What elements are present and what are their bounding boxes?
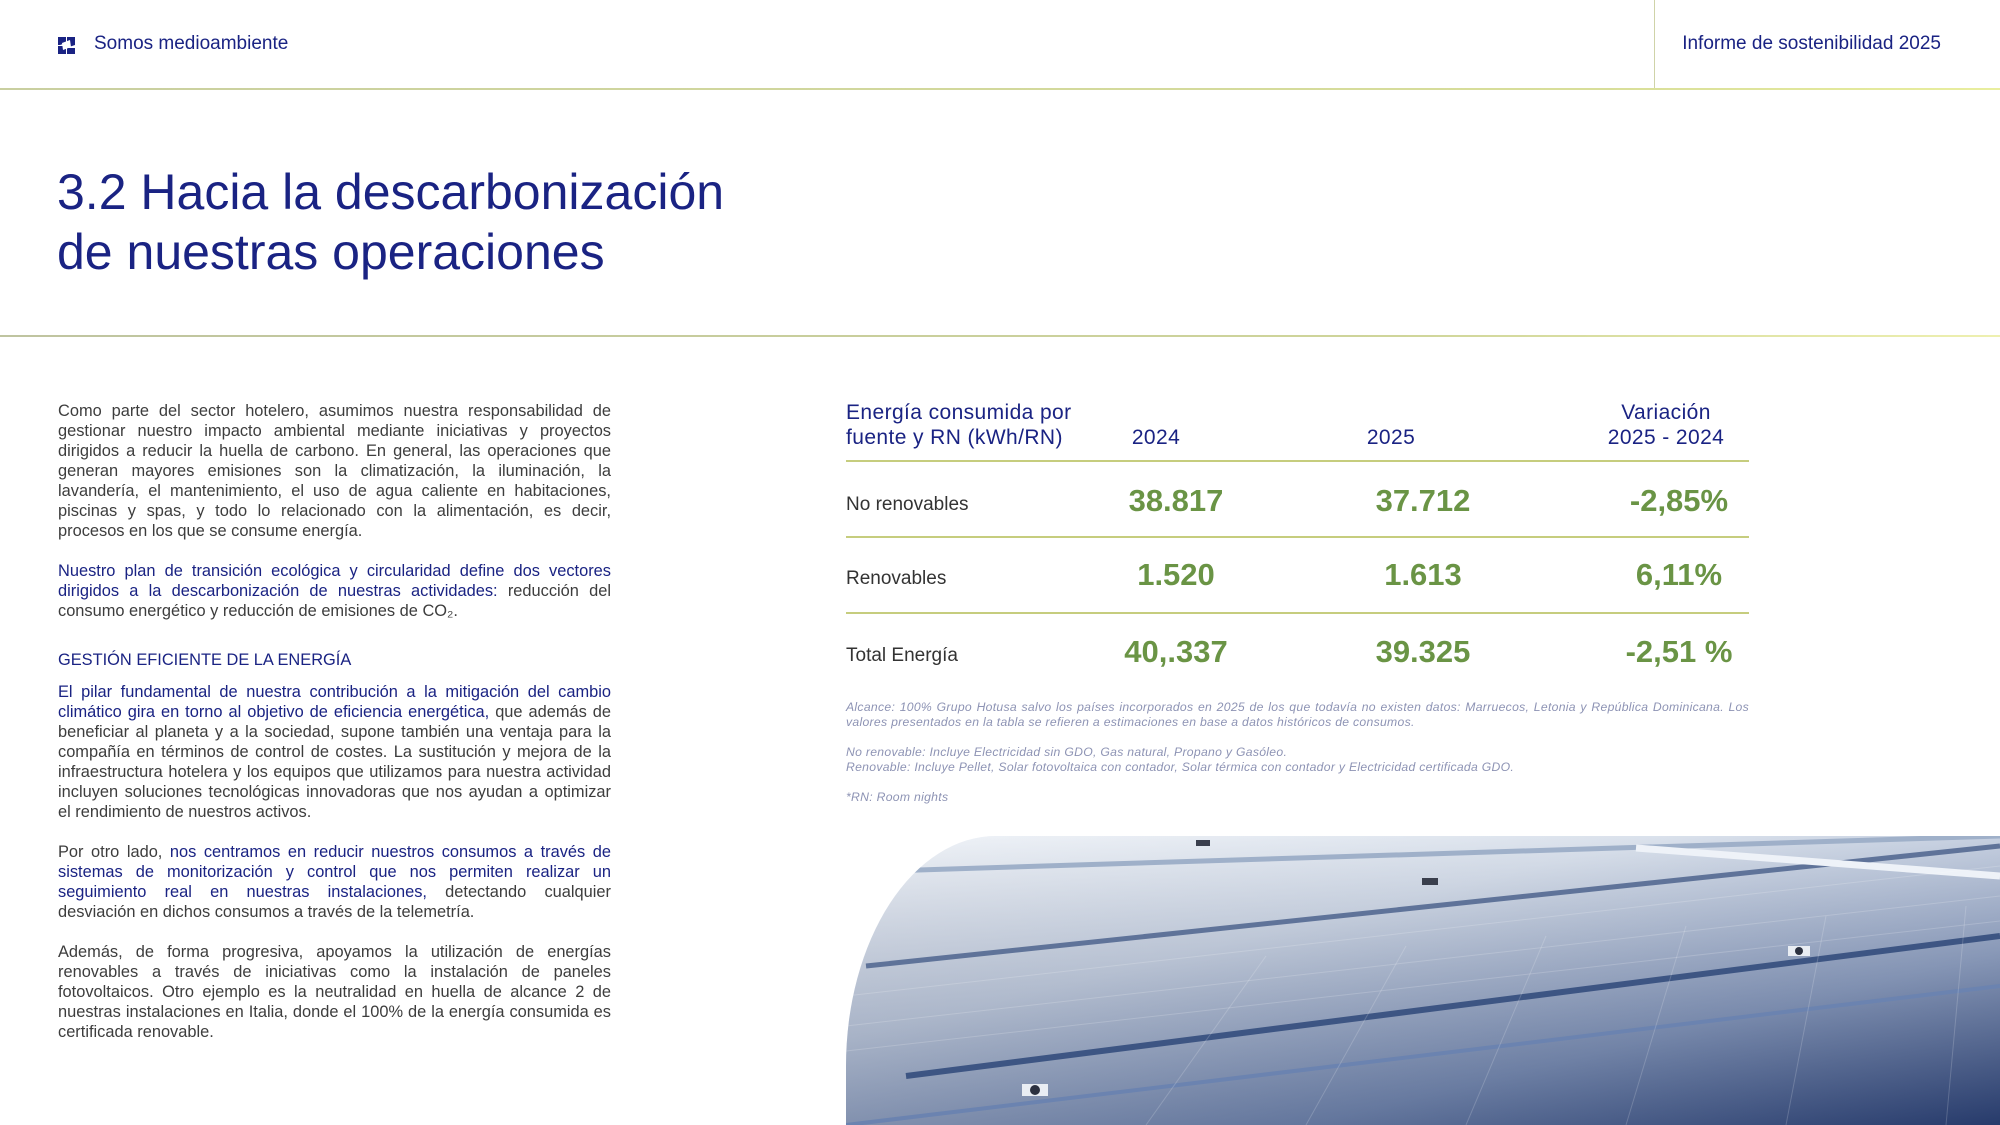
table-header-metric-line2: fuente y RN (kWh/RN) (846, 426, 1063, 449)
section-label: Somos medioambiente (94, 33, 289, 54)
table-header-metric-line1: Energía consumida por (846, 401, 1072, 424)
page-title-line1: 3.2 Hacia la descarbonización (57, 164, 725, 220)
solar-panels-image (846, 836, 2000, 1125)
efficiency-paragraph (58, 682, 611, 822)
body-text-column (58, 401, 611, 1042)
table-header-variation-line1: Variación (1621, 401, 1711, 424)
table-divider (846, 612, 1749, 614)
cell-2024: 1.520 (1137, 557, 1215, 592)
row-label: Renovables (846, 568, 947, 589)
cell-2024: 38.817 (1128, 483, 1224, 518)
efficiency-highlight: El pilar fundamental de nuestra contribución a la mitigación del cambio climático gira en torno al objetivo de eficiencia energética, (58, 683, 611, 721)
transition-plan-highlight: Nuestro plan de transición ecológica y circularidad define dos vectores dirigidos a la descarbonización de nuestras actividades: (58, 562, 611, 600)
table-divider (846, 460, 1749, 462)
table-notes (846, 700, 1749, 805)
table-header-2024: 2024 (1131, 426, 1181, 449)
title-rule (0, 335, 2000, 337)
transition-plan-paragraph (58, 561, 611, 621)
row-label: No renovables (846, 494, 969, 515)
table-divider (846, 536, 1749, 538)
monitoring-start: Por otro lado, (58, 843, 170, 861)
page-title-line2: de nuestras operaciones (57, 224, 605, 280)
table-header-2025: 2025 (1366, 426, 1416, 449)
cell-2025: 37.712 (1375, 483, 1471, 518)
note-renewable: Renovable: Incluye Pellet, Solar fotovoltaica con contador, Solar térmica con contador y Electricidad certificada GDO. (846, 760, 1515, 774)
row-label: Total Energía (846, 645, 958, 666)
page-title (57, 162, 724, 282)
header-rule (0, 88, 2000, 90)
cell-2024: 40,.337 (1124, 634, 1228, 669)
cell-variation: -2,51 % (1625, 634, 1733, 669)
energy-subheading: GESTIÓN EFICIENTE DE LA ENERGÍA (58, 651, 352, 669)
header-divider (1654, 0, 1655, 89)
efficiency-rest: que además de beneficiar al planeta y a la sociedad, supone también una ventaja para la compañía en términos de control de costes. La sustitución y mejora de la infraestructura hotelera y los equipos que utilizamos para nuestra actividad incluyen soluciones tecnológicas innovadoras que nos ayudan a optimizar el rendimiento de nuestros activos. (58, 703, 611, 821)
report-title: Informe de sostenibilidad 2025 (1682, 33, 1941, 54)
renewables-paragraph: Además, de forma progresiva, apoyamos la utilización de energías renovables a través de iniciativas como la instalación de paneles fotovoltaicos. Otro ejemplo es la neutralidad en huella de alcance 2 de nuestras instalaciones en Italia, donde el 100% de la energía consumida es certificada renovable. (58, 943, 611, 1041)
table-header-variation (1586, 400, 1746, 450)
table-header-variation-line2: 2025 - 2024 (1607, 426, 1725, 449)
note-rn: *RN: Room nights (846, 790, 949, 804)
cell-2025: 39.325 (1375, 634, 1471, 669)
brand-logo-icon (58, 37, 75, 54)
monitoring-rest: detectando cualquier desviación en dichos consumos a través de la telemetría. (58, 883, 611, 921)
cell-variation: -2,85% (1629, 483, 1729, 518)
table-header-metric (846, 400, 1106, 450)
cell-2025: 1.613 (1384, 557, 1462, 592)
solar-panels-illustration (846, 836, 2000, 1125)
monitoring-highlight: nos centramos en reducir nuestros consumos a través de sistemas de monitorización y control que nos permiten realizar un seguimiento real en nuestras instalaciones, (58, 843, 611, 901)
note-scope: Alcance: 100% Grupo Hotusa salvo los países incorporados en 2025 de los que todavía no existen datos: Marruecos, Letonia y República Dominicana. Los valores presentados en la tabla se refieren a estimaciones en base a datos históricos de consumos. (846, 700, 1749, 729)
intro-paragraph: Como parte del sector hotelero, asumimos nuestra responsabilidad de gestionar nuestro impacto ambiental mediante iniciativas y proyectos dirigidos a reducir la huella de carbono. En general, las operaciones que generan mayores emisiones son la climatización, la iluminación, la lavandería, el mantenimiento, el uso de agua caliente en habitaciones, piscinas y spas, y todo lo relacionado con la alimentación, es decir, procesos en los que se consume energía. (58, 402, 611, 540)
transition-plan-rest: reducción del consumo energético y reducción de emisiones de CO₂. (58, 582, 611, 620)
monitoring-paragraph (58, 842, 611, 922)
page-header (0, 0, 2000, 89)
note-non-renewable: No renovable: Incluye Electricidad sin GDO, Gas natural, Propano y Gasóleo. (846, 745, 1288, 759)
cell-variation: 6,11% (1635, 557, 1723, 592)
